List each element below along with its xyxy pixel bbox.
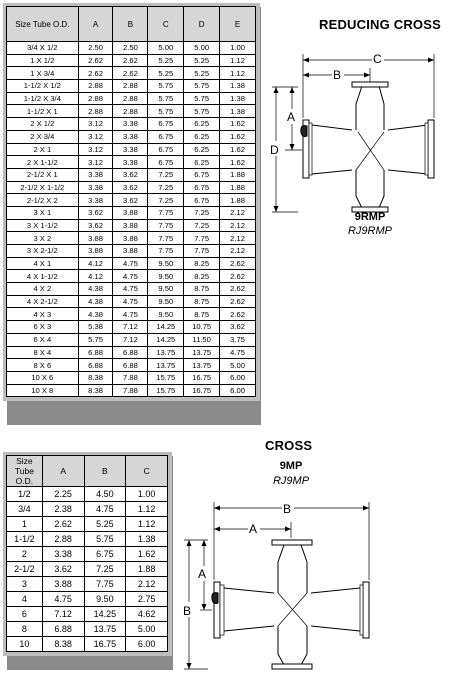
size-cell: 3 X 2-1/2 [7,245,79,258]
size-cell: 1/2 [7,487,43,502]
left-flange [214,582,220,638]
table-row [7,156,256,169]
dimension-cell: 4.75 [113,257,148,270]
dimension-cell: 6.88 [113,359,148,372]
cross-table [6,455,168,652]
size-cell: 4 X 2-1/2 [7,295,79,308]
dimension-cell: 5.75 [148,80,184,93]
dimension-cell: 3.88 [113,245,148,258]
right-flange [428,120,434,178]
dimension-cell: 2.62 [113,67,148,80]
size-cell: 10 [7,637,43,652]
dimension-cell: 2.62 [220,257,256,270]
dimension-cell: 14.25 [148,321,184,334]
dimension-cell: 1.38 [220,92,256,105]
dimension-cell: 6.75 [84,547,126,562]
table-row [7,637,168,652]
table-row [7,622,168,637]
dim-a-label: A [287,110,296,124]
dimension-cell: 13.75 [184,346,220,359]
dimension-cell: 2.88 [113,80,148,93]
size-cell: 2-1/2 [7,562,43,577]
dimension-cell: 1.88 [220,194,256,207]
dimension-cell: 14.25 [148,333,184,346]
dimension-cell: 5.00 [184,42,220,55]
table-row [7,67,256,80]
dimension-cell: 1.00 [220,42,256,55]
dimension-cell: 7.12 [113,333,148,346]
dimension-cell: 2.88 [78,80,113,93]
table-row [7,206,256,219]
table-row [7,487,168,502]
dimension-cell: 3.88 [78,232,113,245]
dimension-cell: 3.38 [113,130,148,143]
dimension-cell: 3.62 [78,206,113,219]
table-row [7,532,168,547]
dimension-cell: 13.75 [148,359,184,372]
dimension-cell: 2.75 [126,592,168,607]
dimension-cell: 8.38 [42,637,84,652]
dimension-cell: 2.62 [220,283,256,296]
dimension-cell: 9.50 [148,257,184,270]
dimension-cell: 3.38 [113,156,148,169]
dimension-cell: 6.25 [184,156,220,169]
size-cell: 2-1/2 X 1 [7,168,79,181]
dimension-cell: 2.88 [78,92,113,105]
reducing-cross-table-header [7,7,256,42]
table-row [7,321,256,334]
dim-a-label: A [249,522,258,536]
dimension-cell: 2.62 [113,54,148,67]
dimension-cell: 7.25 [184,206,220,219]
dimension-cell: 3.12 [78,130,113,143]
dimension-cell: 7.88 [113,371,148,384]
dimension-cell: 5.75 [148,92,184,105]
table-row [7,54,256,67]
dimension-cell: 1.88 [126,562,168,577]
cross-model: 9MP [279,460,303,472]
table-row [7,219,256,232]
dimension-cell: 4.75 [113,295,148,308]
dimension-cell: 4.38 [78,308,113,321]
dimension-cell: 7.25 [84,562,126,577]
dimension-cell: 9.50 [148,308,184,321]
dimension-cell: 6.75 [148,118,184,131]
dimension-cell: 6.75 [184,168,220,181]
dimension-cell: 7.25 [148,168,184,181]
column-header: Size Tube O.D. [7,7,79,42]
dimension-cell: 3.62 [113,168,148,181]
dimension-cell: 3.88 [78,245,113,258]
table-row [7,105,256,118]
dimension-cell: 2.62 [42,517,84,532]
size-cell: 2 X 3/4 [7,130,79,143]
reducing-cross-title: REDUCING CROSS [319,17,441,32]
column-header: A [78,7,113,42]
dimension-cell: 2.62 [78,67,113,80]
dimension-cell: 6.88 [78,359,113,372]
dimension-cell: 7.75 [184,245,220,258]
size-cell: 2 [7,547,43,562]
size-cell: 3 X 2 [7,232,79,245]
dimension-cell: 1.62 [220,156,256,169]
column-header: B [84,456,126,487]
column-header: E [220,7,256,42]
dimension-cell: 6.25 [184,118,220,131]
dimension-cell: 15.75 [148,371,184,384]
reducing-cross-table-body [7,42,256,397]
dimension-cell: 3.12 [78,156,113,169]
dimension-cell: 5.00 [126,622,168,637]
dimension-cell: 3.62 [220,321,256,334]
dimension-cell: 5.25 [84,517,126,532]
dimension-cell: 2.25 [42,487,84,502]
dimension-cell: 5.75 [148,105,184,118]
dimension-cell: 6.88 [42,622,84,637]
dimension-cell: 3.88 [113,206,148,219]
table-row [7,283,256,296]
dimension-cell: 3.38 [42,547,84,562]
dimension-cell: 1.12 [126,517,168,532]
dimension-cell: 6.88 [113,346,148,359]
dimension-cell: 3.38 [78,194,113,207]
dimension-cell: 2.12 [126,577,168,592]
dimension-cell: 1.62 [220,130,256,143]
dimension-cell: 6.88 [78,346,113,359]
dimension-cell: 1.12 [220,54,256,67]
dimension-cell: 5.75 [184,92,220,105]
reducing-cross-table [6,6,256,397]
dimension-cell: 6.25 [184,143,220,156]
reducing-cross-model-alt: RJ9RMP [347,225,392,237]
size-cell: 1-1/2 X 1 [7,105,79,118]
dimension-cell: 7.12 [113,321,148,334]
dimension-cell: 4.75 [113,308,148,321]
dimension-cell: 3.75 [220,333,256,346]
dimension-cell: 4.50 [84,487,126,502]
dimension-cell: 3.62 [113,181,148,194]
dimension-cell: 13.75 [84,622,126,637]
dimension-cell: 15.75 [148,384,184,397]
cross-diagram [178,502,378,672]
dimension-cell: 2.38 [42,502,84,517]
column-header: B [113,7,148,42]
dim-b-label: B [283,502,292,516]
dimension-cell: 6.75 [184,181,220,194]
dimension-cell: 6.75 [148,130,184,143]
dimension-cell: 6.25 [184,130,220,143]
cross-model-alt: RJ9MP [272,475,310,487]
dimension-cell: 5.00 [220,359,256,372]
dimension-cell: 13.75 [148,346,184,359]
size-cell: 2 X 1 [7,143,79,156]
dimension-cell: 3.88 [42,577,84,592]
top-flange [352,82,388,87]
dimension-cell: 14.25 [84,607,126,622]
dimension-cell: 4.62 [126,607,168,622]
dimension-cell: 7.12 [42,607,84,622]
dimension-cell: 6.75 [148,143,184,156]
dimension-cell: 8.25 [184,257,220,270]
dimension-cell: 7.75 [148,206,184,219]
dimension-cell: 7.25 [184,219,220,232]
dimension-cell: 1.62 [126,547,168,562]
dimension-cell: 3.12 [78,118,113,131]
dimension-cell: 7.75 [184,232,220,245]
dimension-cell: 4.75 [113,283,148,296]
dim-b-label: B [333,68,342,82]
dimension-cell: 2.88 [113,105,148,118]
size-cell: 1-1/2 X 1/2 [7,80,79,93]
dimension-cell: 7.75 [148,232,184,245]
dim-d-label: D [270,143,279,157]
dimension-cell: 5.75 [78,333,113,346]
table-row [7,92,256,105]
reducing-cross-diagram [268,46,448,221]
table-row [7,517,168,532]
dimension-cell: 5.25 [184,54,220,67]
table-row [7,502,168,517]
size-cell: 6 [7,607,43,622]
dimension-cell: 3.38 [78,168,113,181]
dimension-cell: 2.12 [220,219,256,232]
table-row [7,295,256,308]
size-cell: 6 X 4 [7,333,79,346]
dimension-cell: 4.38 [78,283,113,296]
table-row [7,308,256,321]
right-flange [363,582,369,638]
dimension-cell: 4.38 [78,295,113,308]
size-cell: 3 X 1 [7,206,79,219]
size-cell: 4 X 1-1/2 [7,270,79,283]
dimension-cell: 2.50 [113,42,148,55]
dimension-cell: 4.75 [220,346,256,359]
dimension-cell: 3.62 [113,194,148,207]
dimension-cell: 2.62 [220,270,256,283]
size-cell: 10 X 6 [7,371,79,384]
dimension-cell: 2.88 [113,92,148,105]
dimension-cell: 2.62 [220,308,256,321]
dimension-cell: 1.88 [220,181,256,194]
dimension-cell: 3.62 [42,562,84,577]
dimension-cell: 5.38 [78,321,113,334]
dimension-cell: 5.25 [148,67,184,80]
dimension-cell: 16.75 [184,371,220,384]
table-row [7,118,256,131]
dimension-cell: 4.12 [78,257,113,270]
size-cell: 1 X 1/2 [7,54,79,67]
size-cell: 2-1/2 X 2 [7,194,79,207]
cross-table-body [7,487,168,652]
dimension-cell: 3.88 [113,232,148,245]
dimension-cell: 8.75 [184,283,220,296]
dimension-cell: 9.50 [148,283,184,296]
size-cell: 3/4 [7,502,43,517]
table-row [7,194,256,207]
dim-b-vertical-label: B [183,604,192,618]
table-row [7,562,168,577]
dimension-cell: 3.62 [78,219,113,232]
dimension-cell: 9.50 [84,592,126,607]
dimension-cell: 2.62 [78,54,113,67]
size-cell: 4 [7,592,43,607]
dim-c-label: C [373,52,382,66]
size-cell: 4 X 3 [7,308,79,321]
size-cell: 2 X 1-1/2 [7,156,79,169]
dimension-cell: 5.75 [184,80,220,93]
dimension-cell: 13.75 [184,359,220,372]
dimension-cell: 2.50 [78,42,113,55]
table-row [7,607,168,622]
size-cell: 3/4 X 1/2 [7,42,79,55]
cross-table-header [7,456,168,487]
dim-a-vertical-label: A [198,567,207,581]
size-cell: 8 X 6 [7,359,79,372]
table-row [7,270,256,283]
table-row [7,371,256,384]
reducing-cross-model: 9RMP [354,211,386,223]
column-header: C [148,7,184,42]
dimension-cell: 11.50 [184,333,220,346]
table-row [7,333,256,346]
size-cell: 6 X 3 [7,321,79,334]
column-header: Size Tube O.D. [7,456,43,487]
dimension-cell: 1.12 [220,67,256,80]
table-row [7,384,256,397]
dimension-cell: 4.75 [113,270,148,283]
dimension-cell: 6.00 [220,384,256,397]
dimension-cell: 7.75 [84,577,126,592]
table-row [7,80,256,93]
dimension-cell: 16.75 [184,384,220,397]
table-row [7,577,168,592]
column-header: D [184,7,220,42]
size-cell: 8 X 4 [7,346,79,359]
size-cell: 1-1/2 X 3/4 [7,92,79,105]
dimension-cell: 5.25 [148,54,184,67]
table-row [7,168,256,181]
table-row [7,359,256,372]
table-row [7,547,168,562]
size-cell: 1 X 3/4 [7,67,79,80]
dimension-cell: 6.75 [184,194,220,207]
dimension-cell: 7.25 [148,194,184,207]
dimension-cell: 6.00 [126,637,168,652]
dimension-cell: 3.38 [78,181,113,194]
dimension-cell: 1.62 [220,118,256,131]
dimension-cell: 1.62 [220,143,256,156]
table-row [7,592,168,607]
reducing-cross-table-panel [3,3,260,401]
dimension-cell: 2.12 [220,232,256,245]
dimension-cell: 9.50 [148,295,184,308]
dimension-cell: 1.38 [126,532,168,547]
dimension-cell: 6.75 [148,156,184,169]
bottom-flange [272,664,312,669]
table-row [7,42,256,55]
dimension-cell: 5.75 [84,532,126,547]
dimension-cell: 3.38 [113,143,148,156]
dimension-cell: 1.00 [126,487,168,502]
table-row [7,257,256,270]
size-cell: 1-1/2 [7,532,43,547]
size-cell: 3 [7,577,43,592]
dimension-cell: 4.75 [42,592,84,607]
cross-table-panel [3,452,172,656]
dimension-cell: 2.62 [220,295,256,308]
size-cell: 8 [7,622,43,637]
dimension-cell: 7.75 [148,219,184,232]
dimension-cell: 2.12 [220,206,256,219]
dimension-cell: 8.75 [184,295,220,308]
size-cell: 1 [7,517,43,532]
dimension-cell: 8.38 [78,384,113,397]
table-row [7,245,256,258]
dimension-cell: 5.00 [148,42,184,55]
size-cell: 2 X 1/2 [7,118,79,131]
dimension-cell: 1.38 [220,105,256,118]
dimension-cell: 3.12 [78,143,113,156]
column-header: A [42,456,84,487]
dimension-cell: 9.50 [148,270,184,283]
table-row [7,232,256,245]
table-row [7,143,256,156]
dimension-cell: 10.75 [184,321,220,334]
dimension-cell: 16.75 [84,637,126,652]
dimension-cell: 5.75 [184,105,220,118]
cross-title: CROSS [265,438,313,453]
dimension-cell: 8.75 [184,308,220,321]
size-cell: 4 X 1 [7,257,79,270]
dimension-cell: 8.38 [78,371,113,384]
dimension-cell: 7.88 [113,384,148,397]
dimension-cell: 3.88 [113,219,148,232]
dimension-cell: 3.38 [113,118,148,131]
dimension-cell: 4.75 [84,502,126,517]
dimension-cell: 1.12 [126,502,168,517]
dimension-cell: 6.00 [220,371,256,384]
dimension-cell: 8.25 [184,270,220,283]
dimension-cell: 2.88 [42,532,84,547]
dimension-cell: 7.75 [148,245,184,258]
size-cell: 4 X 2 [7,283,79,296]
table-row [7,346,256,359]
size-cell: 3 X 1-1/2 [7,219,79,232]
dimension-cell: 2.88 [78,105,113,118]
dimension-cell: 7.25 [148,181,184,194]
column-header: C [126,456,168,487]
dimension-cell: 5.25 [184,67,220,80]
dimension-cell: 1.38 [220,80,256,93]
top-flange [272,540,312,545]
dimension-cell: 4.12 [78,270,113,283]
size-cell: 10 X 8 [7,384,79,397]
dimension-cell: 1.88 [220,168,256,181]
table-row [7,130,256,143]
dimension-cell: 2.12 [220,245,256,258]
table-row [7,181,256,194]
size-cell: 2-1/2 X 1-1/2 [7,181,79,194]
